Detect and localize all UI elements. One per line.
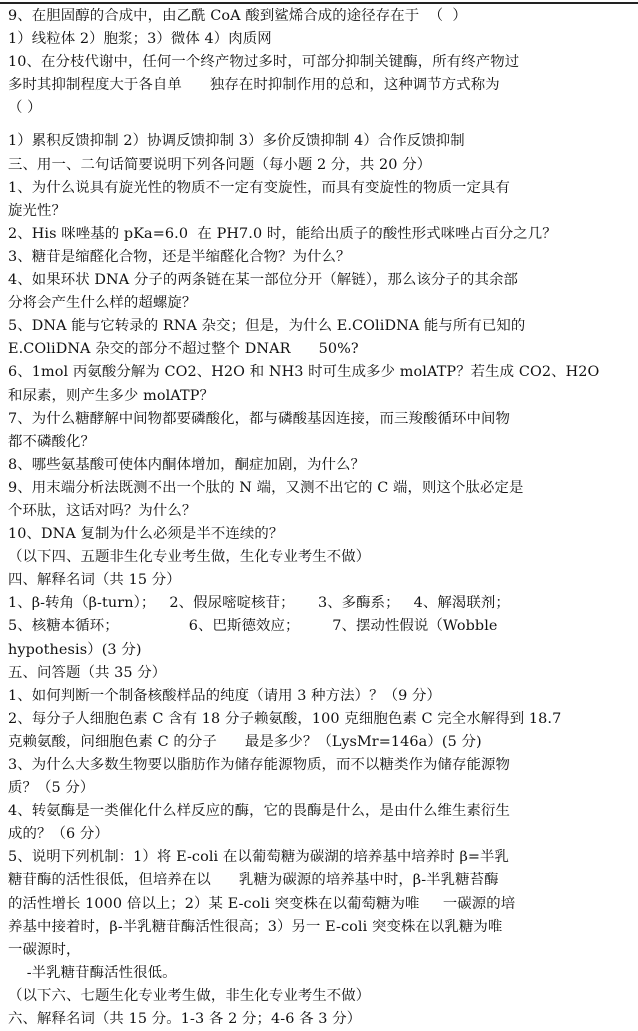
text-line: -半乳糖苷酶活性很低。 <box>8 964 177 981</box>
exam-text-body <box>8 5 630 1031</box>
text-line: 多时其抑制程度大于各自单 独存在时抑制作用的总和，这种调节方式称为 <box>8 77 500 94</box>
text-line: 2、His 咪唑基的 pKa=6.0 在 PH7.0 时，能给出质子的酸性形式咪唑占百分之几？ <box>8 225 557 242</box>
text-line: 5、说明下列机制：1）将 E-coli 在以葡萄糖为碳湖的培养基中培养时 β=半乳 <box>8 849 510 866</box>
text-line: 克赖氨酸，问细胞色素 C 的分子 最是多少？（LysMr=146a）(5 分) <box>8 733 482 750</box>
text-line: 3、为什么大多数生物要以脂肪作为储存能源物质，而不以糖类作为储存能源物 <box>8 757 510 773</box>
note-line: （以下六、七题生化专业考生做，非生化专业考生不做） <box>8 987 371 1004</box>
note-line: （以下四、五题非生化专业考生做，生化专业考生不做） <box>8 549 371 566</box>
top-rule <box>0 2 638 4</box>
text-line: 10、在分枝代谢中，任何一个终产物过多时，可部分抑制关键酶，所有终产物过 <box>8 54 520 71</box>
text-line: 分将会产生什么样的超螺旋？ <box>8 295 197 312</box>
spacer <box>8 120 630 130</box>
text-line: 成的？（6 分） <box>8 826 109 843</box>
text-line: 一碳源时， <box>8 941 81 958</box>
text-line: 旋光性？ <box>8 202 66 219</box>
text-line: 糖苷酶的活性很低，但培养在以 乳糖为碳源的培养基中时，β-半乳糖苔酶 <box>8 872 499 889</box>
text-line: 的活性增长 1000 倍以上；2）某 E-coli 突变株在以葡萄糖为唯 一碳源的培 <box>8 895 516 912</box>
text-line: 7、为什么糖酵解中间物都要磷酸化，都与磷酸基因连接，而三羧酸循环中间物 <box>8 410 510 427</box>
text-line: 1、β-转角（β-turn）； 2、假尿嘧啶核苷； 3、多酶系； 4、解渴联剂； <box>8 595 510 612</box>
text-line: 6、1mol 丙氨酸分解为 CO2、H2O 和 NH3 时可生成多少 molATP？若生成 CO2、H2O <box>8 364 600 381</box>
text-line: 9、在胆固醇的合成中，由乙酰 CoA 酸到鲨烯合成的途径存在于 （ ） <box>8 8 467 24</box>
text-line: 5、DNA 能与它转录的 RNA 杂交；但是，为什么 E.COliDNA 能与所有已知的 <box>8 318 526 335</box>
text-line: 养基中接着时，β-半乳糖苷酶活性很高；3）另一 E-coli 突变株在以乳糖为唯 <box>8 918 503 935</box>
text-line: 1）线粒体 2）胞浆；3）微体 4）肉质网 <box>8 31 272 48</box>
text-line: 个环肽，这话对吗？为什么？ <box>8 502 197 519</box>
text-line: 10、DNA 复制为什么必须是半不连续的？ <box>8 526 284 543</box>
text-line: 3、糖苷是缩醛化合物，还是半缩醛化合物？为什么？ <box>8 248 351 265</box>
text-line: hypothesis）(3 分) <box>8 641 142 658</box>
text-line: 和尿素，则产生多少 molATP？ <box>8 387 214 404</box>
text-line: 1、为什么说具有旋光性的物质不一定有变旋性，而具有变旋性的物质一定具有 <box>8 179 510 196</box>
text-line: 质？（5 分） <box>8 780 95 797</box>
text-line: 1、如何判断一个制备核酸样品的纯度（请用 3 种方法）？（9 分） <box>8 687 442 704</box>
text-line: 4、转氨酶是一类催化什么样反应的酶，它的畏酶是什么，是由什么维生素衍生 <box>8 803 510 820</box>
section-heading: 四、解释名词（共 15 分） <box>8 572 181 589</box>
text-line: （ ） <box>8 100 42 117</box>
text-line: 都不磷酸化？ <box>8 433 95 450</box>
text-line: E.COliDNA 杂交的部分不超过整个 DNAR 50%? <box>8 341 359 358</box>
section-heading: 五、问答题（共 35 分） <box>8 664 167 681</box>
text-line: 9、用末端分析法既测不出一个肽的 N 端，又测不出它的 C 端，则这个肽必定是 <box>8 479 524 496</box>
text-line: 1）累积反馈抑制 2）协调反馈抑制 3）多价反馈抑制 4）合作反馈抑制 <box>8 133 465 150</box>
section-heading: 三、用一、二句话简要说明下列各问题（每小题 2 分，共 20 分） <box>8 156 432 173</box>
text-line: 2、每分子人细胞色素 C 含有 18 分子赖氨酸，100 克细胞色素 C 完全水解得到 18.7 <box>8 710 562 727</box>
section-heading: 六、解释名词（共 15 分。1-3 各 2 分；4-6 各 3 分） <box>8 1011 362 1028</box>
text-line: 5、核糖本循环； 6、巴斯德效应； 7、摆动性假说（Wobble <box>8 618 498 635</box>
text-line: 4、如果环状 DNA 分子的两条链在某一部位分开（解链），那么该分子的其余部 <box>8 272 518 289</box>
text-line: 8、哪些氨基酸可使体内酮体增加，酮症加剧，为什么？ <box>8 456 366 473</box>
